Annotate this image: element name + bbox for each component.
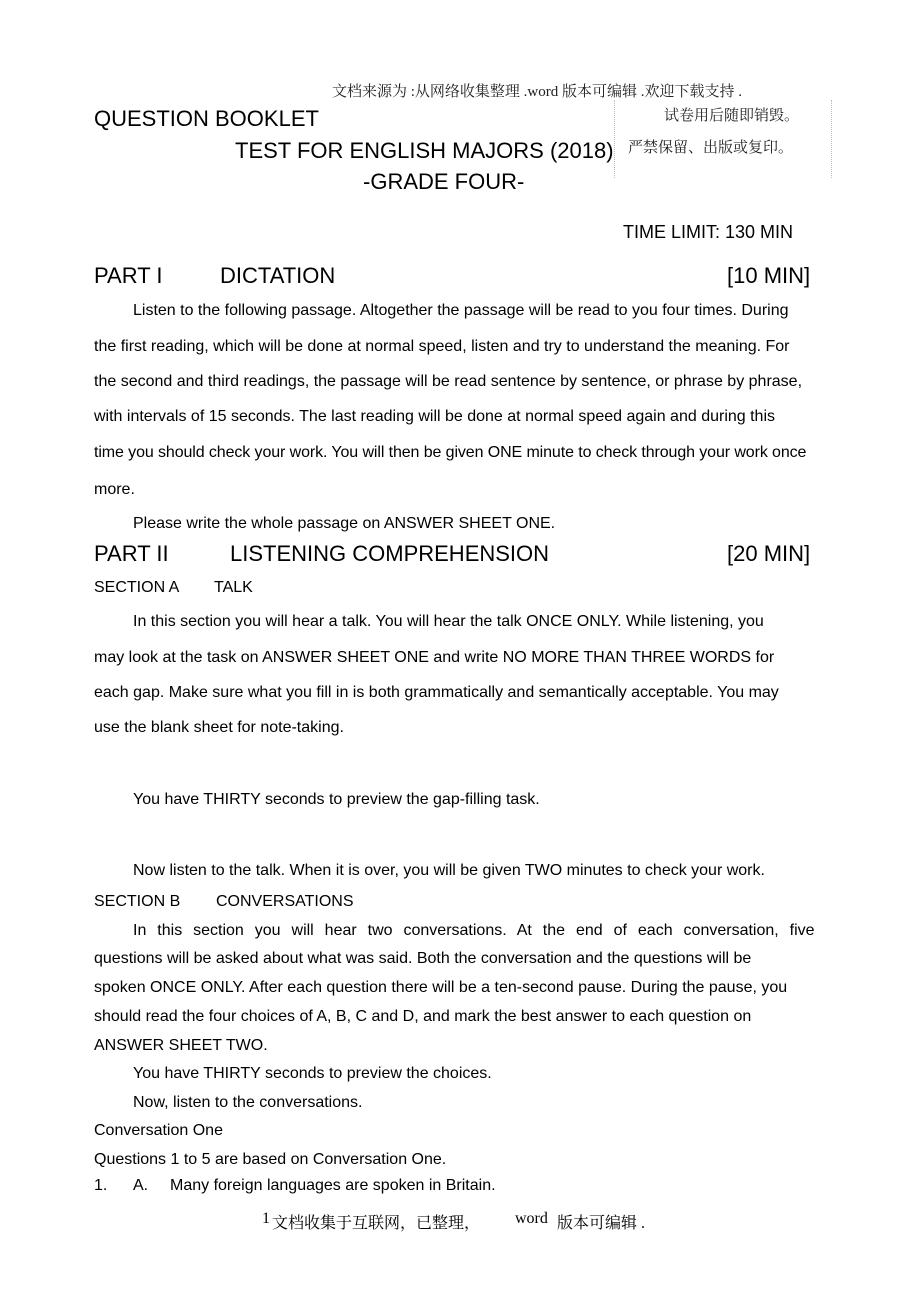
sectionA-label: SECTION A: [94, 579, 180, 596]
question-option-text: Many foreign languages are spoken in Britain.: [170, 1177, 496, 1194]
question-number: 1.: [94, 1177, 108, 1194]
sectionB-preview: You have THIRTY seconds to preview the choices.: [133, 1065, 492, 1082]
watermark-divider-left: [614, 100, 615, 178]
watermark-line-3: 严禁保留、出版或复印。: [628, 140, 794, 156]
part1-line: the first reading, which will be done at normal speed, listen and try to understand the meaning. For: [94, 338, 790, 355]
sectionB-title: CONVERSATIONS: [216, 893, 354, 910]
footer-rest: 版本可编辑 .: [557, 1215, 646, 1232]
watermark-line-2: 试卷用后随即销毁。: [664, 108, 800, 124]
part1-line: the second and third readings, the passage will be read sentence by sentence, or phrase by phrase,: [94, 373, 803, 390]
part1-instruction: Please write the whole passage on ANSWER SHEET ONE.: [133, 515, 556, 532]
sectionA-line: In this section you will hear a talk. You will hear the talk ONCE ONLY. While listening, you: [133, 613, 764, 630]
grade-title: -GRADE FOUR-: [363, 169, 525, 194]
sectionB-listen: Now, listen to the conversations.: [133, 1094, 363, 1111]
sectionB-line: spoken ONCE ONLY. After each question there will be a ten-second pause. During the pause, you: [94, 979, 788, 996]
watermark-line-1: 文档来源为 :从网络收集整理 .word 版本可编辑 .欢迎下载支持 .: [332, 84, 742, 100]
part1-label: PART I: [94, 263, 163, 288]
footer-page-number: 1: [262, 1210, 270, 1227]
part2-title: LISTENING COMPREHENSION: [230, 541, 550, 566]
footer-word: word: [515, 1210, 548, 1227]
part2-time: [20 MIN]: [727, 541, 811, 566]
sectionB-label: SECTION B: [94, 893, 181, 910]
sectionA-line: may look at the task on ANSWER SHEET ONE and write NO MORE THAN THREE WORDS for: [94, 649, 775, 666]
sectionB-line: ANSWER SHEET TWO.: [94, 1037, 268, 1054]
sectionB-line: questions will be asked about what was said. Both the conversation and the questions will be: [94, 950, 752, 967]
sectionA-line: use the blank sheet for note-taking.: [94, 719, 344, 736]
test-title: TEST FOR ENGLISH MAJORS (2018): [235, 138, 614, 163]
sectionA-listen: Now listen to the talk. When it is over, you will be given TWO minutes to check your work.: [133, 862, 765, 879]
part1-time: [10 MIN]: [727, 263, 811, 288]
part1-title: DICTATION: [220, 263, 336, 288]
conversation-heading: Conversation One: [94, 1122, 223, 1139]
questions-note: Questions 1 to 5 are based on Conversation One.: [94, 1151, 447, 1168]
sectionA-line: each gap. Make sure what you fill in is both grammatically and semantically acceptable. You may: [94, 684, 779, 701]
time-limit: TIME LIMIT: 130 MIN: [623, 222, 794, 242]
footer-text: 文档收集于互联网，已整理，: [272, 1215, 481, 1232]
part1-line: time you should check your work. You will then be given ONE minute to check through your work once: [94, 444, 807, 461]
booklet-title: QUESTION BOOKLET: [94, 106, 319, 131]
sectionB-line: should read the four choices of A, B, C and D, and mark the best answer to each question on: [94, 1008, 752, 1025]
part2-label: PART II: [94, 541, 169, 566]
sectionA-preview: You have THIRTY seconds to preview the gap-filling task.: [133, 791, 540, 808]
watermark-divider-right: [831, 100, 832, 178]
question-option-letter: A.: [133, 1177, 149, 1194]
sectionB-line: In this section you will hear two conversations. At the end of each conversation, five: [133, 922, 815, 939]
part1-line: more.: [94, 481, 135, 498]
part1-line: with intervals of 15 seconds. The last reading will be done at normal speed again and during this: [94, 408, 776, 425]
part1-line: Listen to the following passage. Altogether the passage will be read to you four times. During: [133, 302, 789, 319]
sectionA-title: TALK: [214, 579, 253, 596]
